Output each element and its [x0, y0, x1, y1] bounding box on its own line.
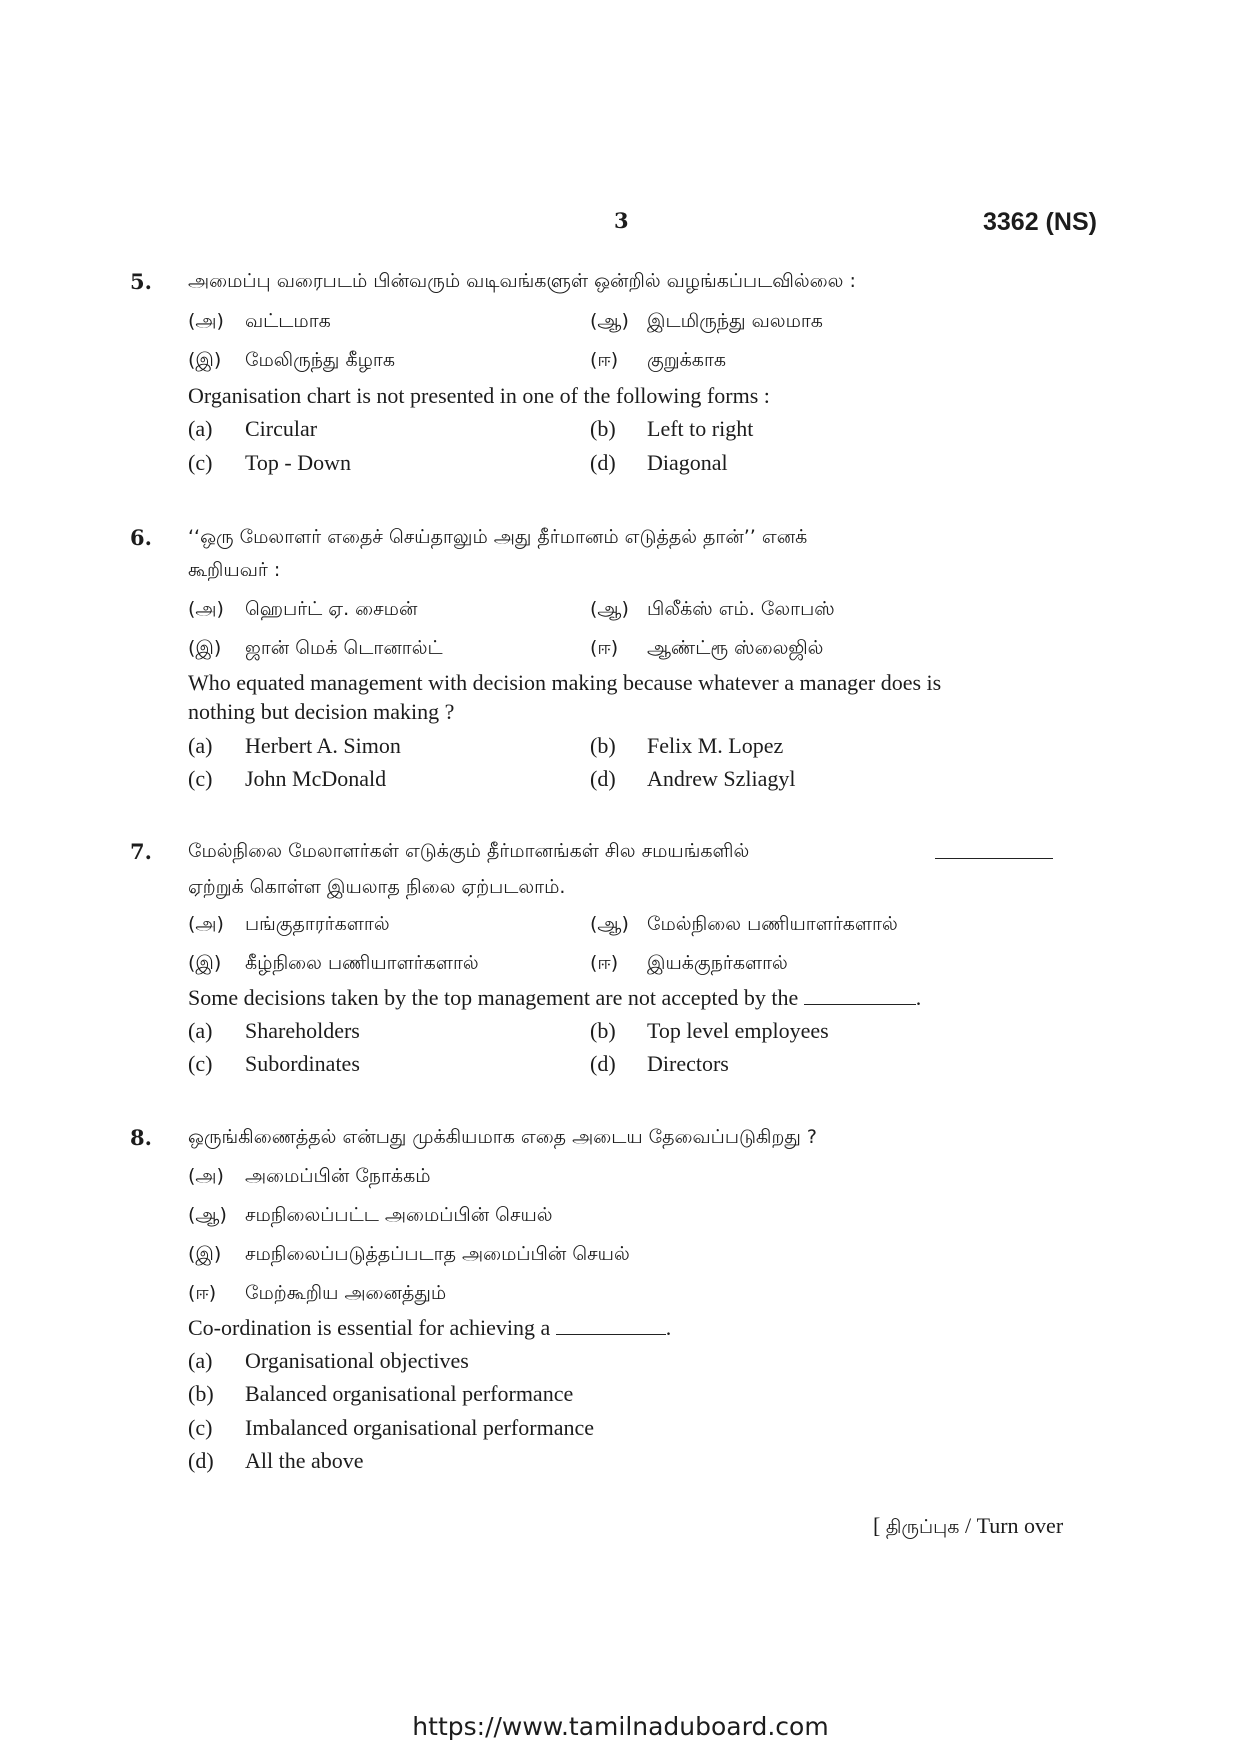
tamil-option: (அ) ஹெபர்ட் ஏ. சைமன் — [188, 598, 418, 620]
english-question: Co-ordination is essential for achieving a . — [188, 1315, 672, 1340]
tamil-question: மேல்நிலை மேலாளர்கள் எடுக்கும் தீர்மானங்கள் சில சமயங்களில் — [188, 840, 750, 862]
english-option: (a) Organisational objectives — [188, 1348, 469, 1373]
english-question: Organisation chart is not presented in one of the following forms : — [188, 383, 770, 408]
tamil-option: (ஆ) மேல்நிலை பணியாளர்களால் — [590, 913, 898, 935]
english-question: nothing but decision making ? — [188, 699, 455, 724]
question-number: 8. — [130, 1125, 152, 1150]
english-option: (d) Andrew Szliagyl — [590, 766, 796, 791]
tamil-option: (அ) அமைப்பின் நோக்கம் — [188, 1165, 431, 1187]
english-option: (c) John McDonald — [188, 766, 387, 791]
footer-url: https://www.tamilnaduboard.com — [412, 1712, 829, 1741]
tamil-option: (ஆ) சமநிலைப்பட்ட அமைப்பின் செயல் — [188, 1204, 553, 1226]
english-question: Who equated management with decision making because whatever a manager does is — [188, 670, 942, 695]
question-number: 7. — [130, 839, 152, 864]
tamil-option: (ஈ) குறுக்காக — [590, 349, 727, 371]
english-option: (a) Shareholders — [188, 1018, 360, 1043]
answer-blank — [804, 1000, 916, 1005]
english-option: (b) Balanced organisational performance — [188, 1381, 574, 1406]
tamil-question: ‘‘ஒரு மேலாளர் எதைச் செய்தாலும் அது தீர்மானம் எடுத்தல் தான்’’ எனக் — [188, 526, 808, 548]
question-number: 5. — [130, 269, 152, 294]
english-option: (d) All the above — [188, 1448, 364, 1473]
tamil-option: (ஆ) இடமிருந்து வலமாக — [590, 310, 823, 332]
tamil-option: (ஈ) ஆண்ட்ரூ ஸ்லைஜில் — [590, 637, 824, 659]
english-option: (b) Left to right — [590, 416, 754, 441]
english-option: (b) Top level employees — [590, 1018, 829, 1043]
tamil-question: கூறியவர் : — [188, 559, 281, 581]
tamil-option: (ஈ) இயக்குநர்களால் — [590, 952, 788, 974]
english-option: (c) Imbalanced organisational performance — [188, 1415, 594, 1440]
tamil-option: (இ) மேலிருந்து கீழாக — [188, 349, 395, 371]
english-option: (a) Circular — [188, 416, 318, 441]
tamil-option: (அ) வட்டமாக — [188, 310, 331, 332]
english-question: Some decisions taken by the top management are not accepted by the . — [188, 985, 922, 1010]
question-number: 6. — [130, 525, 152, 550]
tamil-question: ஏற்றுக் கொள்ள இயலாத நிலை ஏற்படலாம். — [188, 876, 566, 898]
english-option: (b) Felix M. Lopez — [590, 733, 784, 758]
english-option: (d) Diagonal — [590, 450, 728, 475]
page-number: 3 — [614, 208, 629, 233]
answer-blank — [556, 1330, 666, 1335]
english-option: (d) Directors — [590, 1051, 729, 1076]
tamil-option: (இ) ஜான் மெக் டொனால்ட் — [188, 637, 443, 659]
tamil-option: (ஆ) பிலீக்ஸ் எம். லோபஸ் — [590, 598, 835, 620]
tamil-question: ஒருங்கிணைத்தல் என்பது முக்கியமாக எதை அடைய தேவைப்படுகிறது ? — [188, 1126, 818, 1148]
tamil-option: (இ) கீழ்நிலை பணியாளர்களால் — [188, 952, 479, 974]
answer-blank — [935, 858, 1053, 859]
tamil-option: (ஈ) மேற்கூறிய அனைத்தும் — [188, 1282, 447, 1304]
english-option: (a) Herbert A. Simon — [188, 733, 401, 758]
english-option: (c) Subordinates — [188, 1051, 360, 1076]
exam-code: 3362 (NS) — [983, 208, 1097, 236]
tamil-option: (இ) சமநிலைப்படுத்தப்படாத அமைப்பின் செயல் — [188, 1243, 630, 1265]
tamil-question: அமைப்பு வரைபடம் பின்வரும் வடிவங்களுள் ஒன்றில் வழங்கப்படவில்லை : — [188, 270, 856, 292]
turn-over-note: [ திருப்புக / Turn over — [873, 1513, 1064, 1538]
tamil-option: (அ) பங்குதாரர்களால் — [188, 913, 390, 935]
english-option: (c) Top - Down — [188, 450, 352, 475]
